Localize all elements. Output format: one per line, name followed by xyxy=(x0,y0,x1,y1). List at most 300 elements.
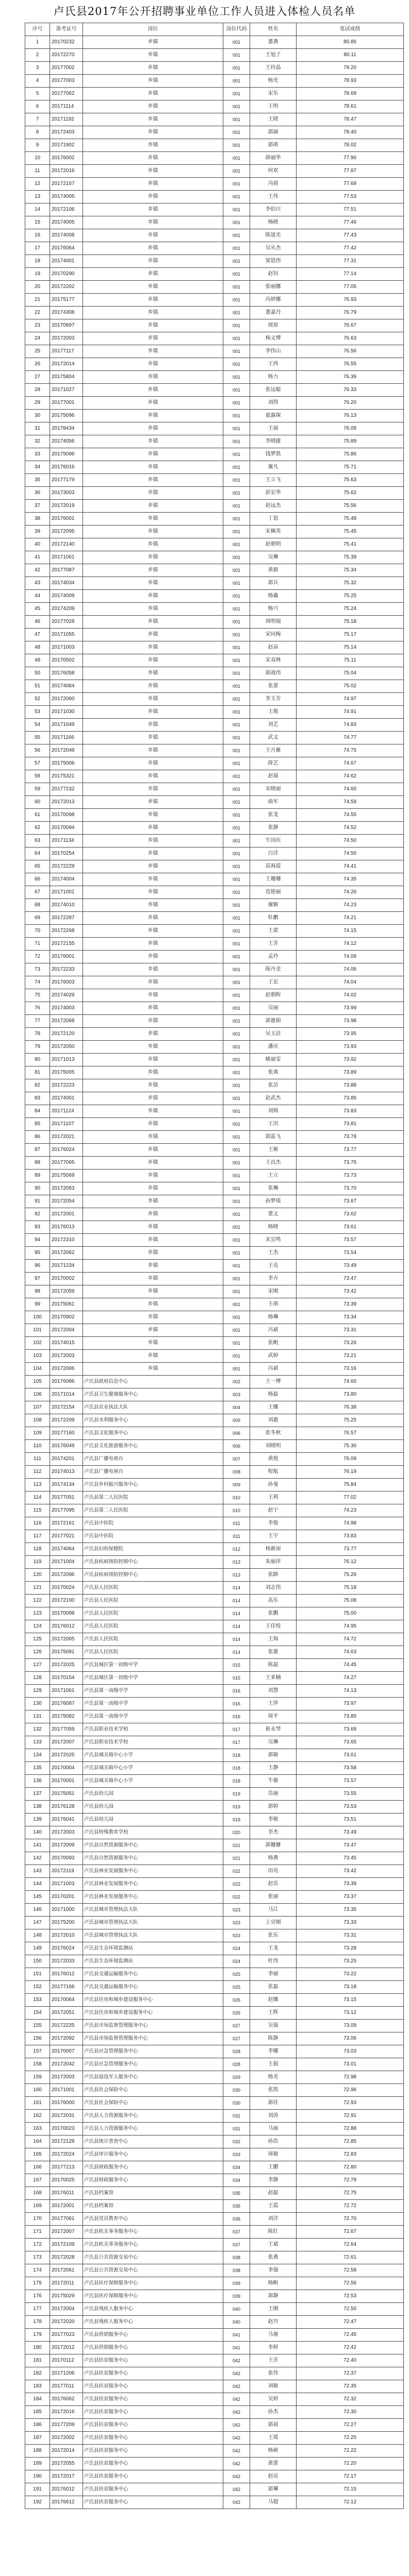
table-row xyxy=(25,62,404,75)
row-seq: 71 xyxy=(25,938,50,951)
row-ticket: 20176001 xyxy=(50,951,83,963)
table-row xyxy=(25,1569,404,1582)
table-row xyxy=(25,422,404,435)
row-score: 73.58 xyxy=(297,1762,404,1775)
row-post-code: 032 xyxy=(223,2136,250,2148)
table-row xyxy=(25,2419,404,2432)
row-post: 卢氏县扶贫服务中心 xyxy=(83,2496,223,2509)
row-ticket: 20172223 xyxy=(50,1079,83,1092)
row-name: 赵奋 xyxy=(250,641,297,654)
row-name: 董嘉丹 xyxy=(250,307,297,319)
row-seq: 76 xyxy=(25,1002,50,1015)
row-ticket: 20170098 xyxy=(50,809,83,822)
row-name: 吴玉洁 xyxy=(250,1028,297,1041)
row-ticket: 20172014 xyxy=(50,358,83,371)
row-seq: 117 xyxy=(25,1530,50,1543)
row-name: 李晓捷 xyxy=(250,435,297,448)
table-row xyxy=(25,873,404,886)
row-seq: 143 xyxy=(25,1865,50,1878)
row-seq: 171 xyxy=(25,2226,50,2239)
row-ticket: 20172287 xyxy=(50,912,83,925)
row-score: 72.85 xyxy=(297,2136,404,2148)
row-ticket: 20177062 xyxy=(50,88,83,100)
row-seq: 54 xyxy=(25,719,50,732)
row-post: 乡镇 xyxy=(83,1285,223,1298)
row-name: 刘敏 xyxy=(250,2380,297,2393)
row-seq: 65 xyxy=(25,860,50,873)
row-name: 田亮 xyxy=(250,1865,297,1878)
row-post: 乡镇 xyxy=(83,1157,223,1170)
table-row xyxy=(25,1337,404,1350)
table-row xyxy=(25,2161,404,2174)
row-score: 77.14 xyxy=(297,268,404,281)
row-seq: 134 xyxy=(25,1749,50,1762)
row-name: 王亚楠 xyxy=(250,1672,297,1685)
row-post-code: 041 xyxy=(223,2329,250,2342)
table-row xyxy=(25,319,404,332)
row-name: 王西 xyxy=(250,358,297,371)
row-seq: 105 xyxy=(25,1376,50,1388)
row-ticket: 20172107 xyxy=(50,178,83,191)
row-seq: 183 xyxy=(25,2380,50,2393)
row-seq: 179 xyxy=(25,2329,50,2342)
row-name: 周明瑞 xyxy=(250,616,297,629)
row-name: 冯斌 xyxy=(250,1324,297,1337)
table-row xyxy=(25,1311,404,1324)
row-score: 78.47 xyxy=(297,113,404,126)
row-score: 74.67 xyxy=(297,757,404,770)
row-post-code: 001 xyxy=(223,1131,250,1144)
row-seq: 110 xyxy=(25,1440,50,1453)
row-ticket: 20176087 xyxy=(50,1698,83,1710)
table-row xyxy=(25,1994,404,2007)
row-post: 乡镇 xyxy=(83,1363,223,1376)
row-score: 76.57 xyxy=(297,1427,404,1440)
row-score: 75.30 xyxy=(297,1440,404,1453)
row-post: 卢氏县人民医院 xyxy=(83,1646,223,1659)
row-post: 乡镇 xyxy=(83,165,223,178)
row-post-code: 042 xyxy=(223,2380,250,2393)
row-seq: 59 xyxy=(25,783,50,796)
row-score: 73.33 xyxy=(297,1917,404,1929)
row-score: 75.56 xyxy=(297,500,404,513)
row-post: 卢氏县第一高级中学 xyxy=(83,1698,223,1710)
row-score: 74.72 xyxy=(297,1633,404,1646)
table-row xyxy=(25,216,404,229)
table-row xyxy=(25,835,404,848)
row-post-code: 038 xyxy=(223,2251,250,2264)
table-row xyxy=(25,1659,404,1672)
row-post-code: 018 xyxy=(223,1775,250,1788)
row-post: 卢氏县第二人民医院 xyxy=(83,1504,223,1517)
row-score: 73.22 xyxy=(297,1968,404,1981)
row-score: 75.34 xyxy=(297,564,404,577)
row-seq: 66 xyxy=(25,873,50,886)
row-score: 72.37 xyxy=(297,2367,404,2380)
row-score: 73.97 xyxy=(297,1698,404,1710)
row-post-code: 001 xyxy=(223,307,250,319)
row-ticket: 20176003 xyxy=(50,976,83,989)
row-name: 张远聪 xyxy=(250,384,297,397)
row-post-code: 001 xyxy=(223,654,250,667)
row-ticket: 20172060 xyxy=(50,693,83,706)
row-post-code: 024 xyxy=(223,1942,250,1955)
row-post-code: 001 xyxy=(223,1324,250,1337)
row-ticket: 20174201 xyxy=(50,1453,83,1466)
row-ticket: 20174013 xyxy=(50,1466,83,1479)
row-name: 程航 xyxy=(250,1466,297,1479)
row-seq: 69 xyxy=(25,912,50,925)
row-post: 乡镇 xyxy=(83,435,223,448)
row-post-code: 001 xyxy=(223,1041,250,1054)
row-post-code: 030 xyxy=(223,2084,250,2097)
row-seq: 170 xyxy=(25,2213,50,2226)
table-row xyxy=(25,886,404,899)
row-name: 王晓 xyxy=(250,113,297,126)
row-seq: 21 xyxy=(25,294,50,307)
row-name: 丁恩 xyxy=(250,513,297,526)
row-seq: 182 xyxy=(25,2367,50,2380)
table-row xyxy=(25,526,404,538)
row-ticket: 20170024 xyxy=(50,1582,83,1595)
row-ticket: 20170094 xyxy=(50,822,83,835)
row-name: 李丽 xyxy=(250,1968,297,1981)
row-name: 孙梦瑶 xyxy=(250,1195,297,1208)
table-row xyxy=(25,1157,404,1170)
table-row xyxy=(25,1942,404,1955)
row-post-code: 017 xyxy=(223,1723,250,1736)
row-name: 张磊 xyxy=(250,1981,297,1994)
row-seq: 38 xyxy=(25,513,50,526)
row-ticket: 20175082 xyxy=(50,1710,83,1723)
row-post-code: 026 xyxy=(223,2007,250,2020)
row-seq: 42 xyxy=(25,564,50,577)
row-score: 75.45 xyxy=(297,526,404,538)
row-name: 吴琳 xyxy=(250,1736,297,1749)
row-post: 卢氏县疾病预防控制中心 xyxy=(83,1556,223,1569)
row-post: 乡镇 xyxy=(83,294,223,307)
row-score: 76.93 xyxy=(297,294,404,307)
row-score: 74.98 xyxy=(297,1517,404,1530)
row-seq: 126 xyxy=(25,1646,50,1659)
row-score: 74.15 xyxy=(297,925,404,938)
row-score: 73.49 xyxy=(297,1260,404,1273)
row-ticket: 20172019 xyxy=(50,500,83,513)
row-score: 72.72 xyxy=(297,2200,404,2213)
row-name: 张伟 xyxy=(250,2367,297,2380)
row-score: 75.63 xyxy=(297,474,404,487)
row-seq: 109 xyxy=(25,1427,50,1440)
row-post-code: 001 xyxy=(223,1285,250,1298)
row-ticket: 20172013 xyxy=(50,796,83,809)
row-post-code: 015 xyxy=(223,1659,250,1672)
row-post: 卢氏县公共资源交易中心 xyxy=(83,2264,223,2277)
row-ticket: 20174004 xyxy=(50,873,83,886)
table-row xyxy=(25,1775,404,1788)
row-name: 薛艺 xyxy=(250,757,297,770)
table-row xyxy=(25,2123,404,2136)
row-post-code: 018 xyxy=(223,1749,250,1762)
row-ticket: 20172229 xyxy=(50,860,83,873)
row-seq: 47 xyxy=(25,629,50,641)
row-name: 王萌 xyxy=(250,1298,297,1311)
row-name: 郭静 xyxy=(250,2290,297,2303)
row-post-code: 001 xyxy=(223,281,250,294)
row-seq: 123 xyxy=(25,1607,50,1620)
table-row xyxy=(25,976,404,989)
row-post: 卢氏县农业执法大队 xyxy=(83,1401,223,1414)
row-score: 80.11 xyxy=(297,49,404,62)
row-post: 卢氏县审计服务中心 xyxy=(83,2148,223,2161)
row-post: 乡镇 xyxy=(83,963,223,976)
row-score: 75.17 xyxy=(297,629,404,641)
row-post: 卢氏县扶贫服务中心 xyxy=(83,2380,223,2393)
table-row xyxy=(25,2226,404,2239)
row-post-code: 042 xyxy=(223,2419,250,2432)
row-seq: 190 xyxy=(25,2470,50,2483)
row-post: 卢氏县交通运输服务中心 xyxy=(83,1981,223,1994)
row-score: 74.04 xyxy=(297,976,404,989)
row-score: 74.45 xyxy=(297,1659,404,1672)
row-name: 杨光 xyxy=(250,2071,297,2084)
row-name: 王丽 xyxy=(250,422,297,435)
row-ticket: 20170112 xyxy=(50,2354,83,2367)
row-ticket: 20172403 xyxy=(50,126,83,139)
row-score: 72.67 xyxy=(297,2226,404,2239)
row-seq: 64 xyxy=(25,848,50,860)
header-score: 笔试成绩 xyxy=(297,23,404,36)
table-row xyxy=(25,487,404,500)
row-name: 张惠 xyxy=(250,1646,297,1659)
row-post-code: 042 xyxy=(223,2432,250,2445)
row-post-code: 009 xyxy=(223,1479,250,1492)
row-seq: 111 xyxy=(25,1453,50,1466)
row-seq: 124 xyxy=(25,1620,50,1633)
row-score: 74.02 xyxy=(297,989,404,1002)
row-post-code: 037 xyxy=(223,2226,250,2239)
table-row xyxy=(25,1955,404,1968)
row-post: 乡镇 xyxy=(83,371,223,384)
row-ticket: 20175804 xyxy=(50,371,83,384)
row-name: 马超 xyxy=(250,2496,297,2509)
row-score: 74.60 xyxy=(297,1376,404,1388)
table-row xyxy=(25,2032,404,2045)
table-row xyxy=(25,2496,404,2509)
row-ticket: 20172017 xyxy=(50,2470,83,2483)
row-name: 郭婷 xyxy=(250,1801,297,1814)
table-row xyxy=(25,796,404,809)
row-seq: 52 xyxy=(25,693,50,706)
table-row xyxy=(25,2316,404,2329)
row-name: 杨磊 xyxy=(250,1388,297,1401)
row-ticket: 20171061 xyxy=(50,1685,83,1698)
row-score: 76.55 xyxy=(297,358,404,371)
row-name: 王明 xyxy=(250,100,297,113)
row-post: 卢氏县扶贫服务中心 xyxy=(83,2483,223,2496)
row-seq: 118 xyxy=(25,1543,50,1556)
row-ticket: 20172209 xyxy=(50,1414,83,1427)
row-name: 王玲晶 xyxy=(250,62,297,75)
row-seq: 67 xyxy=(25,886,50,899)
table-row xyxy=(25,667,404,680)
row-seq: 103 xyxy=(25,1350,50,1363)
row-score: 74.60 xyxy=(297,783,404,796)
row-post-code: 013 xyxy=(223,1556,250,1569)
table-row xyxy=(25,1363,404,1376)
row-seq: 139 xyxy=(25,1814,50,1826)
row-post: 乡镇 xyxy=(83,1324,223,1337)
row-ticket: 20177117 xyxy=(50,345,83,358)
row-ticket: 20172007 xyxy=(50,2226,83,2239)
table-row xyxy=(25,2445,404,2458)
row-post: 乡镇 xyxy=(83,126,223,139)
row-ticket: 20172020 xyxy=(50,2316,83,2329)
row-post: 乡镇 xyxy=(83,629,223,641)
row-score: 72.70 xyxy=(297,2213,404,2226)
row-post: 乡镇 xyxy=(83,848,223,860)
table-row xyxy=(25,1247,404,1260)
row-post-code: 006 xyxy=(223,1440,250,1453)
row-name: 张洁 xyxy=(250,1079,297,1092)
row-ticket: 20172007 xyxy=(50,1736,83,1749)
row-seq: 94 xyxy=(25,1234,50,1247)
row-post-code: 001 xyxy=(223,1002,250,1015)
row-name: 王利 xyxy=(250,1492,297,1504)
row-name: 马骏 xyxy=(250,2329,297,2342)
row-post: 乡镇 xyxy=(83,912,223,925)
table-row xyxy=(25,1041,404,1054)
row-ticket: 20172061 xyxy=(50,2264,83,2277)
row-post-code: 001 xyxy=(223,384,250,397)
row-score: 76.13 xyxy=(297,410,404,422)
row-seq: 142 xyxy=(25,1852,50,1865)
row-post-code: 001 xyxy=(223,1208,250,1221)
table-row xyxy=(25,1079,404,1092)
row-ticket: 20171027 xyxy=(50,384,83,397)
row-name: 郭琳 xyxy=(250,2483,297,2496)
header-ticket: 准考证号 xyxy=(50,23,83,36)
row-name: 姚丽雯 xyxy=(250,1054,297,1066)
table-row xyxy=(25,178,404,191)
row-post: 乡镇 xyxy=(83,1337,223,1350)
row-ticket: 20172003 xyxy=(50,1826,83,1839)
table-row xyxy=(25,2239,404,2251)
row-post-code: 037 xyxy=(223,2239,250,2251)
row-name: 孙曼 xyxy=(250,1479,297,1492)
row-post: 乡镇 xyxy=(83,62,223,75)
table-row xyxy=(25,100,404,113)
row-name: 刘洋 xyxy=(250,2213,297,2226)
row-seq: 160 xyxy=(25,2084,50,2097)
row-ticket: 20174015 xyxy=(50,1337,83,1350)
row-name: 陈静 xyxy=(250,2032,297,2045)
table-row xyxy=(25,2264,404,2277)
row-post-code: 001 xyxy=(223,719,250,732)
table-row xyxy=(25,719,404,732)
row-post-code: 001 xyxy=(223,526,250,538)
row-seq: 136 xyxy=(25,1775,50,1788)
row-post: 乡镇 xyxy=(83,976,223,989)
table-row xyxy=(25,809,404,822)
table-row xyxy=(25,2058,404,2071)
row-ticket: 20177021 xyxy=(50,1530,83,1543)
row-score: 77.69 xyxy=(297,178,404,191)
row-post: 卢氏县人民医院 xyxy=(83,1607,223,1620)
row-post: 卢氏县市场监督管理服务中心 xyxy=(83,2032,223,2045)
row-score: 75.32 xyxy=(297,577,404,590)
row-score: 74.75 xyxy=(297,744,404,757)
row-seq: 45 xyxy=(25,603,50,616)
table-row xyxy=(25,1066,404,1079)
table-row xyxy=(25,1633,404,1646)
row-seq: 63 xyxy=(25,835,50,848)
row-seq: 152 xyxy=(25,1981,50,1994)
table-row xyxy=(25,1878,404,1891)
row-seq: 70 xyxy=(25,925,50,938)
row-score: 73.85 xyxy=(297,1092,404,1105)
row-name: 郭晨 xyxy=(250,2419,297,2432)
row-score: 78.61 xyxy=(297,100,404,113)
row-name: 赵远杰 xyxy=(250,500,297,513)
table-row xyxy=(25,680,404,693)
row-post: 乡镇 xyxy=(83,706,223,719)
row-name: 赵宁 xyxy=(250,1504,297,1517)
row-seq: 122 xyxy=(25,1595,50,1607)
row-name: 范艳丽 xyxy=(250,886,297,899)
row-post-code: 001 xyxy=(223,912,250,925)
row-post-code: 001 xyxy=(223,822,250,835)
row-ticket: 20177003 xyxy=(50,75,83,88)
table-row xyxy=(25,1401,404,1414)
row-ticket: 20174064 xyxy=(50,1543,83,1556)
row-post-code: 014 xyxy=(223,1595,250,1607)
table-row xyxy=(25,358,404,371)
table-row xyxy=(25,139,404,152)
row-post: 卢氏县生态环境监测站 xyxy=(83,1955,223,1968)
row-post: 乡镇 xyxy=(83,1105,223,1118)
table-row xyxy=(25,397,404,410)
table-row xyxy=(25,1208,404,1221)
row-seq: 168 xyxy=(25,2187,50,2200)
table-row xyxy=(25,2200,404,2213)
row-ticket: 20175177 xyxy=(50,294,83,307)
row-post-code: 001 xyxy=(223,1054,250,1066)
row-post: 乡镇 xyxy=(83,860,223,873)
row-score: 78.40 xyxy=(297,126,404,139)
table-row xyxy=(25,1131,404,1144)
row-post: 乡镇 xyxy=(83,88,223,100)
row-score: 76.12 xyxy=(297,1556,404,1569)
row-ticket: 20172009 xyxy=(50,1839,83,1852)
row-score: 73.65 xyxy=(297,1736,404,1749)
row-name: 王佳悦 xyxy=(250,1620,297,1633)
row-score: 72.93 xyxy=(297,2097,404,2110)
row-ticket: 20172025 xyxy=(50,1659,83,1672)
row-post: 卢氏县扶贫服务中心 xyxy=(83,2470,223,2483)
row-ticket: 20172268 xyxy=(50,925,83,938)
row-post-code: 001 xyxy=(223,410,250,422)
row-seq: 192 xyxy=(25,2496,50,2509)
row-score: 73.95 xyxy=(297,1028,404,1041)
row-score: 72.88 xyxy=(297,2123,404,2136)
row-post-code: 003 xyxy=(223,1388,250,1401)
row-name: 郭佳 xyxy=(250,2097,297,2110)
row-ticket: 20170093 xyxy=(50,1852,83,1865)
row-post-code: 001 xyxy=(223,88,250,100)
row-seq: 20 xyxy=(25,281,50,294)
table-row xyxy=(25,36,404,49)
row-name: 刘锦 xyxy=(250,1105,297,1118)
